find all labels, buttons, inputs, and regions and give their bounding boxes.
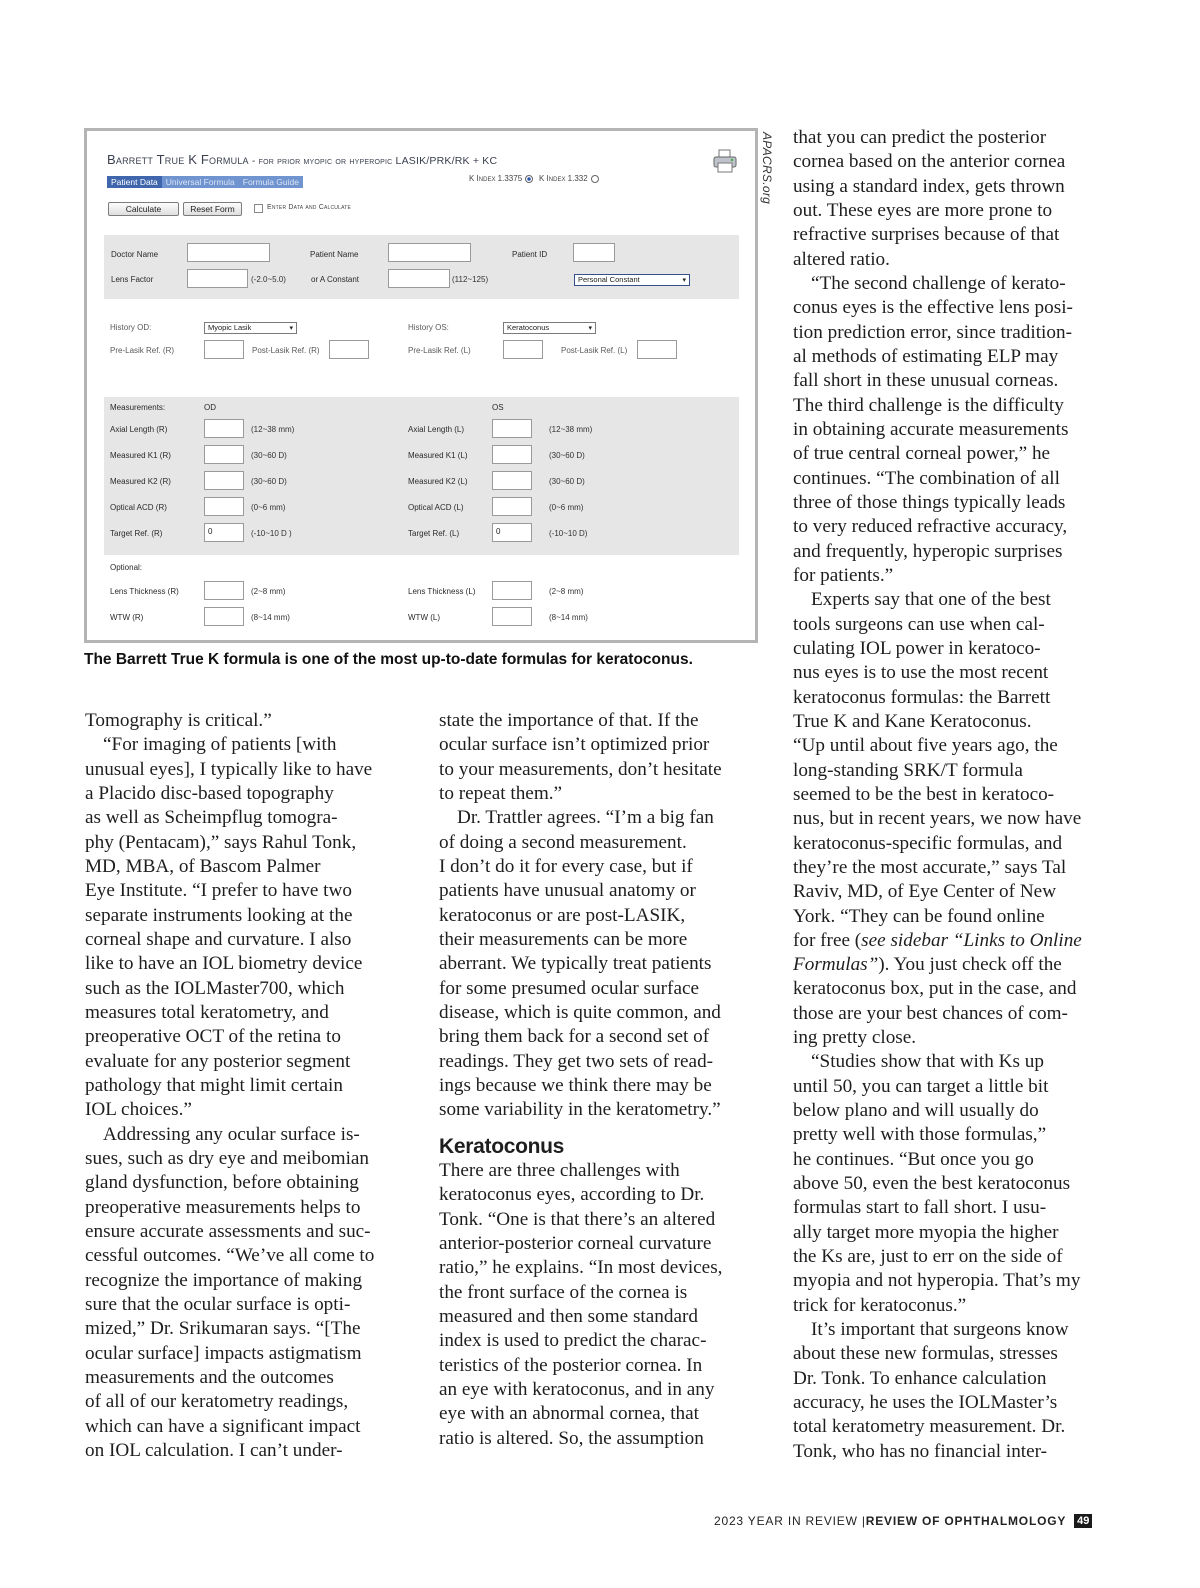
- od-measure-hint: (30~60 D): [251, 477, 287, 486]
- text-line: Dr. Trattler agrees. “I’m a big fan: [457, 807, 714, 829]
- text-line: nus, but in recent years, we now have: [793, 808, 1082, 830]
- text-line: Experts say that one of the best: [811, 589, 1051, 611]
- chevron-down-icon: ▾: [289, 325, 293, 332]
- od-measure-input[interactable]: 0: [204, 523, 244, 542]
- text-line: Tonk. “One is that there’s an altered: [439, 1208, 716, 1230]
- os-label: OS: [492, 403, 504, 412]
- os-measure-label: Measured K2 (L): [408, 477, 468, 486]
- text-line: for patients.”: [793, 564, 894, 586]
- lens-factor-hint: (-2.0~5.0): [251, 275, 286, 284]
- text-line: tools surgeons can use when cal-: [793, 613, 1045, 635]
- doctor-name-input[interactable]: [187, 243, 270, 262]
- page-number: 49: [1074, 1514, 1092, 1528]
- text-line: gland dysfunction, before obtaining: [85, 1172, 359, 1194]
- column-3-text-b: [793, 977, 1123, 1464]
- form-tabs: [107, 176, 303, 188]
- lens-factor-input[interactable]: [187, 269, 248, 288]
- history-od-label: History OD:: [110, 323, 152, 332]
- patient-name-label: Patient Name: [310, 250, 359, 259]
- tab-patient-data[interactable]: Patient Data: [107, 176, 162, 188]
- patient-name-input[interactable]: [388, 243, 471, 262]
- text-line: ocular surface isn’t optimized prior: [439, 734, 710, 756]
- text-line: keratoconus formulas: the Barrett: [793, 686, 1051, 708]
- barrett-formula-form: [87, 131, 755, 640]
- os-optional-label: WTW (L): [408, 613, 440, 622]
- text-line: Eye Institute. “I prefer to have two: [85, 880, 352, 902]
- os-measure-hint: (30~60 D): [549, 451, 585, 460]
- text-line: Dr. Tonk. To enhance calculation: [793, 1367, 1047, 1389]
- text-line: anterior-posterior corneal curvature: [439, 1232, 712, 1254]
- text-line: which can have a significant impact: [85, 1415, 361, 1437]
- text-line: on IOL calculation. I can’t under-: [85, 1439, 343, 1461]
- os-measure-input[interactable]: 0: [492, 523, 532, 542]
- od-measure-label: Optical ACD (R): [110, 503, 167, 512]
- section-heading-keratoconus: Keratoconus: [439, 1134, 565, 1158]
- tab-formula-guide[interactable]: Formula Guide: [242, 177, 299, 187]
- column-3-text-a: [793, 126, 1123, 929]
- sidebar-ref-before: for free (: [793, 929, 862, 951]
- post-lasik-r-input[interactable]: [329, 340, 369, 359]
- text-line: seemed to be the best in keratoco-: [793, 783, 1055, 805]
- form-title: [107, 152, 497, 167]
- text-line: IOL choices.”: [85, 1099, 192, 1121]
- chevron-down-icon: ▾: [682, 277, 686, 284]
- os-measure-hint: (30~60 D): [549, 477, 585, 486]
- column-2-intro: [439, 709, 769, 1123]
- os-optional-hint: (2~8 mm): [549, 587, 584, 596]
- text-line: York. “They can be found online: [793, 905, 1045, 927]
- text-line: keratoconus eyes, according to Dr.: [439, 1184, 705, 1206]
- od-measure-label: Measured K2 (R): [110, 477, 171, 486]
- text-line: “For imaging of patients [with: [103, 734, 337, 756]
- text-line: as well as Scheimpflug tomogra-: [85, 807, 338, 829]
- text-line: nus eyes is to use the most recent: [793, 662, 1049, 684]
- od-measure-hint: (0~6 mm): [251, 503, 286, 512]
- text-line: patients have unusual anatomy or: [439, 880, 696, 902]
- text-line: readings. They get two sets of read-: [439, 1050, 714, 1072]
- os-measure-label: Optical ACD (L): [408, 503, 464, 512]
- text-line: “Studies show that with Ks up: [811, 1051, 1044, 1073]
- od-measure-input[interactable]: [204, 419, 244, 438]
- text-line: ings because we think there may be: [439, 1074, 712, 1096]
- text-line-sidebar-reference: [793, 929, 1123, 953]
- text-line: total keratometry measurement. Dr.: [793, 1416, 1066, 1438]
- history-od-select[interactable]: [204, 322, 297, 334]
- text-line: bring them back for a second set of: [439, 1026, 710, 1048]
- text-line: sues, such as dry eye and meibomian: [85, 1147, 370, 1169]
- history-os-label: History OS:: [408, 323, 449, 332]
- pre-lasik-r-input[interactable]: [204, 340, 244, 359]
- text-line: myopia and not hyperopia. That’s my: [793, 1270, 1081, 1292]
- text-line: MD, MBA, of Bascom Palmer: [85, 855, 321, 877]
- text-line: like to have an IOL biometry device: [85, 953, 363, 975]
- text-line: formulas start to fall short. I usu-: [793, 1197, 1047, 1219]
- text-line: some variability in the keratometry.”: [439, 1099, 721, 1121]
- os-measure-input[interactable]: [492, 497, 532, 516]
- enter-data-label: Enter Data and Calculate: [267, 204, 352, 211]
- text-line: trick for keratoconus.”: [793, 1294, 967, 1316]
- os-optional-label: Lens Thickness (L): [408, 587, 476, 596]
- od-measure-input[interactable]: [204, 445, 244, 464]
- text-line: to very reduced refractive accuracy,: [793, 516, 1068, 538]
- text-line: above 50, even the best keratoconus: [793, 1173, 1071, 1195]
- radio-selected-icon[interactable]: [525, 175, 533, 183]
- text-line: There are three challenges with: [439, 1159, 680, 1181]
- calculate-button[interactable]: Calculate: [108, 202, 179, 216]
- text-line: continues. “The combination of all: [793, 467, 1060, 489]
- sidebar-ref-italic-2: Formulas”: [793, 954, 879, 976]
- text-line: such as the IOLMaster700, which: [85, 977, 345, 999]
- text-line: evaluate for any posterior segment: [85, 1050, 351, 1072]
- text-line: to your measurements, don’t hesitate: [439, 758, 722, 780]
- text-line: refractive surprises because of that: [793, 224, 1060, 246]
- od-measure-hint: (12~38 mm): [251, 425, 295, 434]
- photo-credit: [760, 132, 774, 212]
- text-line: separate instruments looking at the: [85, 904, 353, 926]
- od-measure-hint: (30~60 D): [251, 451, 287, 460]
- a-constant-input[interactable]: [388, 269, 450, 288]
- text-line: ing pretty close.: [793, 1027, 917, 1049]
- text-line: measurements and the outcomes: [85, 1366, 334, 1388]
- text-line: an eye with keratoconus, and in any: [439, 1378, 715, 1400]
- column-2-keratoconus-text: [439, 1159, 769, 1451]
- text-line: The third challenge is the difficulty: [793, 394, 1064, 416]
- article-column-1: [85, 709, 415, 1463]
- text-line: ensure accurate assessments and suc-: [85, 1220, 371, 1242]
- sidebar-ref-after: ). You just check off the: [878, 954, 1062, 976]
- text-line: cornea based on the anterior cornea: [793, 151, 1066, 173]
- post-lasik-l-input[interactable]: [637, 340, 677, 359]
- text-line: It’s important that surgeons know: [811, 1319, 1069, 1341]
- text-line: tion prediction error, since tradition-: [793, 321, 1072, 343]
- printer-icon[interactable]: [712, 148, 738, 174]
- text-line: of doing a second measurement.: [439, 831, 687, 853]
- figure-caption: The Barrett True K formula is one of the most up-to-date formulas for keratoconus.: [84, 651, 693, 668]
- text-line: that you can predict the posterior: [793, 127, 1047, 148]
- od-measure-input[interactable]: [204, 497, 244, 516]
- text-line: keratoconus box, put in the case, and: [793, 978, 1077, 1000]
- text-line: index is used to predict the charac-: [439, 1330, 707, 1352]
- text-line: unusual eyes], I typically like to have: [85, 758, 373, 780]
- os-measure-input[interactable]: [492, 445, 532, 464]
- text-line: pathology that might limit certain: [85, 1074, 343, 1096]
- text-line: mized,” Dr. Srikumaran says. “[The: [85, 1318, 361, 1340]
- text-line: disease, which is quite common, and: [439, 1001, 721, 1023]
- personal-constant-value: Personal Constant: [578, 275, 640, 284]
- text-line: a Placido disc-based topography: [85, 782, 334, 804]
- text-line: to repeat them.”: [439, 782, 563, 804]
- text-line: measured and then some standard: [439, 1305, 698, 1327]
- article-column-2: [439, 709, 769, 1451]
- os-measure-label: Target Ref. (L): [408, 529, 460, 538]
- section-spacer: [439, 1123, 769, 1135]
- od-optional-input[interactable]: [204, 581, 244, 600]
- chevron-down-icon: ▾: [588, 325, 592, 332]
- text-line: corneal shape and curvature. I also: [85, 928, 352, 950]
- text-line: True K and Kane Keratoconus.: [793, 710, 1032, 732]
- history-os-value: Keratoconus: [507, 323, 550, 332]
- enter-data-checkbox[interactable]: [254, 204, 263, 213]
- od-measure-hint: (-10~10 D ): [251, 529, 292, 538]
- od-optional-hint: (2~8 mm): [251, 587, 286, 596]
- text-line: long-standing SRK/T formula: [793, 759, 1023, 781]
- personal-constant-select[interactable]: [574, 274, 690, 286]
- od-optional-label: Lens Thickness (R): [110, 587, 179, 596]
- text-line: those are your best chances of com-: [793, 1002, 1068, 1024]
- a-constant-label: or A Constant: [311, 275, 360, 284]
- os-optional-hint: (8~14 mm): [549, 613, 588, 622]
- patient-id-label: Patient ID: [512, 250, 548, 259]
- text-line: three of those things typically leads: [793, 491, 1066, 513]
- od-measure-input[interactable]: [204, 471, 244, 490]
- text-line: state the importance of that. If the: [439, 710, 699, 731]
- a-constant-hint: (112~125): [452, 275, 489, 284]
- reset-form-button[interactable]: Reset Form: [183, 202, 242, 216]
- text-line: keratoconus or are post-LASIK,: [439, 904, 686, 926]
- text-line: the Ks are, just to err on the side of: [793, 1246, 1063, 1268]
- post-lasik-r-label: Post-Lasik Ref. (R): [252, 346, 320, 355]
- os-measure-input[interactable]: [492, 471, 532, 490]
- text-line: Tonk, who has no financial inter-: [793, 1440, 1048, 1462]
- photo-credit-text: APACRS.org: [760, 132, 774, 205]
- od-measure-label: Measured K1 (R): [110, 451, 171, 460]
- measurements-label: Measurements:: [110, 403, 166, 412]
- text-line: below plano and will usually do: [793, 1100, 1039, 1122]
- k-index-1-332[interactable]: [539, 174, 599, 183]
- text-line: of true central corneal power,” he: [793, 443, 1051, 465]
- text-line: accuracy, he uses the IOLMaster’s: [793, 1392, 1058, 1414]
- text-line: Addressing any ocular surface is-: [103, 1123, 360, 1145]
- lens-factor-label: Lens Factor: [111, 275, 154, 284]
- text-line: conus eyes is the effective lens posi-: [793, 297, 1073, 319]
- text-line: in obtaining accurate measurements: [793, 418, 1069, 440]
- text-line: about these new formulas, stresses: [793, 1343, 1058, 1365]
- od-label: OD: [204, 403, 216, 412]
- text-line: recognize the importance of making: [85, 1269, 363, 1291]
- post-lasik-l-label: Post-Lasik Ref. (L): [561, 346, 628, 355]
- text-line: preoperative measurements helps to: [85, 1196, 361, 1218]
- sidebar-ref-italic: see sidebar “Links to Online: [861, 929, 1082, 951]
- text-line: pretty well with those formulas,”: [793, 1124, 1047, 1146]
- text-line: he continues. “But once you go: [793, 1148, 1034, 1170]
- text-line: ratio,” he explains. “In most devices,: [439, 1257, 723, 1279]
- patient-id-input[interactable]: [573, 243, 615, 262]
- text-line: al methods of estimating ELP may: [793, 345, 1059, 367]
- text-line: eye with an abnormal cornea, that: [439, 1403, 699, 1425]
- text-line: and frequently, hyperopic surprises: [793, 540, 1063, 562]
- text-line: ally target more myopia the higher: [793, 1221, 1059, 1243]
- text-line: of all of our keratometry readings,: [85, 1391, 349, 1413]
- text-line: culating IOL power in keratoco-: [793, 637, 1041, 659]
- article-column-3: [793, 126, 1123, 1464]
- os-measure-hint: (-10~10 D): [549, 529, 588, 538]
- os-optional-input[interactable]: [492, 581, 532, 600]
- os-measure-hint: (0~6 mm): [549, 503, 584, 512]
- form-title-sub: - for prior myopic or hyperopic LASIK/PRK/RK + KC: [248, 155, 498, 167]
- text-line: for some presumed ocular surface: [439, 977, 699, 999]
- os-measure-label: Measured K1 (L): [408, 451, 468, 460]
- od-optional-label: WTW (R): [110, 613, 144, 622]
- text-line: teristics of the posterior cornea. In: [439, 1354, 703, 1376]
- pre-lasik-l-label: Pre-Lasik Ref. (L): [408, 346, 471, 355]
- optional-label: Optional:: [110, 563, 143, 572]
- od-measure-label: Axial Length (R): [110, 425, 168, 434]
- k-index-1-3375[interactable]: [469, 174, 533, 183]
- text-line: measures total keratometry, and: [85, 1001, 329, 1023]
- text-line: until 50, you can target a little bit: [793, 1075, 1049, 1097]
- od-optional-hint: (8~14 mm): [251, 613, 290, 622]
- text-line: ratio is altered. So, the assumption: [439, 1427, 704, 1449]
- text-line: I don’t do it for every case, but if: [439, 855, 693, 877]
- text-line: they’re the most accurate,” says Tal: [793, 856, 1067, 878]
- page-footer: [714, 1514, 1092, 1528]
- barrett-formula-figure: [84, 128, 758, 643]
- text-line: “Up until about five years ago, the: [793, 735, 1058, 757]
- text-line: out. These eyes are more prone to: [793, 199, 1053, 221]
- footer-publication: REVIEW OF OPHTHALMOLOGY: [865, 1514, 1067, 1528]
- text-line: Raviv, MD, of Eye Center of New: [793, 881, 1057, 903]
- tab-universal-formula[interactable]: Universal Formula: [165, 177, 235, 187]
- text-line: preoperative OCT of the retina to: [85, 1026, 341, 1048]
- doctor-name-label: Doctor Name: [111, 250, 159, 259]
- form-title-main: Barrett True K Formula: [107, 152, 249, 167]
- text-line: “The second challenge of kerato-: [811, 272, 1066, 294]
- text-line: cessful outcomes. “We’ve all come to: [85, 1245, 375, 1267]
- os-measure-label: Axial Length (L): [408, 425, 465, 434]
- k-index-1-3375-label: K Index 1.3375: [469, 174, 523, 183]
- text-line: using a standard index, gets thrown: [793, 175, 1065, 197]
- text-line: aberrant. We typically treat patients: [439, 953, 712, 975]
- radio-unselected-icon[interactable]: [591, 175, 599, 183]
- history-od-value: Myopic Lasik: [208, 323, 252, 332]
- pre-lasik-r-label: Pre-Lasik Ref. (R): [110, 346, 175, 355]
- text-line: keratoconus-specific formulas, and: [793, 832, 1063, 854]
- text-line: Tomography is critical.”: [85, 710, 272, 731]
- k-index-1-332-label: K Index 1.332: [539, 174, 588, 183]
- od-optional-input[interactable]: [204, 607, 244, 626]
- text-line: phy (Pentacam),” says Rahul Tonk,: [85, 831, 357, 853]
- pre-lasik-l-input[interactable]: [503, 340, 543, 359]
- text-line: their measurements can be more: [439, 928, 688, 950]
- text-line: fall short in these unusual corneas.: [793, 370, 1059, 392]
- text-line: sure that the ocular surface is opti-: [85, 1293, 351, 1315]
- os-measure-hint: (12~38 mm): [549, 425, 593, 434]
- footer-issue: 2023 YEAR IN REVIEW |: [714, 1514, 866, 1528]
- text-line: the front surface of the cornea is: [439, 1281, 688, 1303]
- od-measure-label: Target Ref. (R): [110, 529, 163, 538]
- history-os-select[interactable]: [503, 322, 596, 334]
- os-measure-input[interactable]: [492, 419, 532, 438]
- text-line: ocular surface] impacts astigmatism: [85, 1342, 362, 1364]
- text-line-sidebar-reference-2: [793, 953, 1123, 977]
- os-optional-input[interactable]: [492, 607, 532, 626]
- text-line: altered ratio.: [793, 248, 890, 270]
